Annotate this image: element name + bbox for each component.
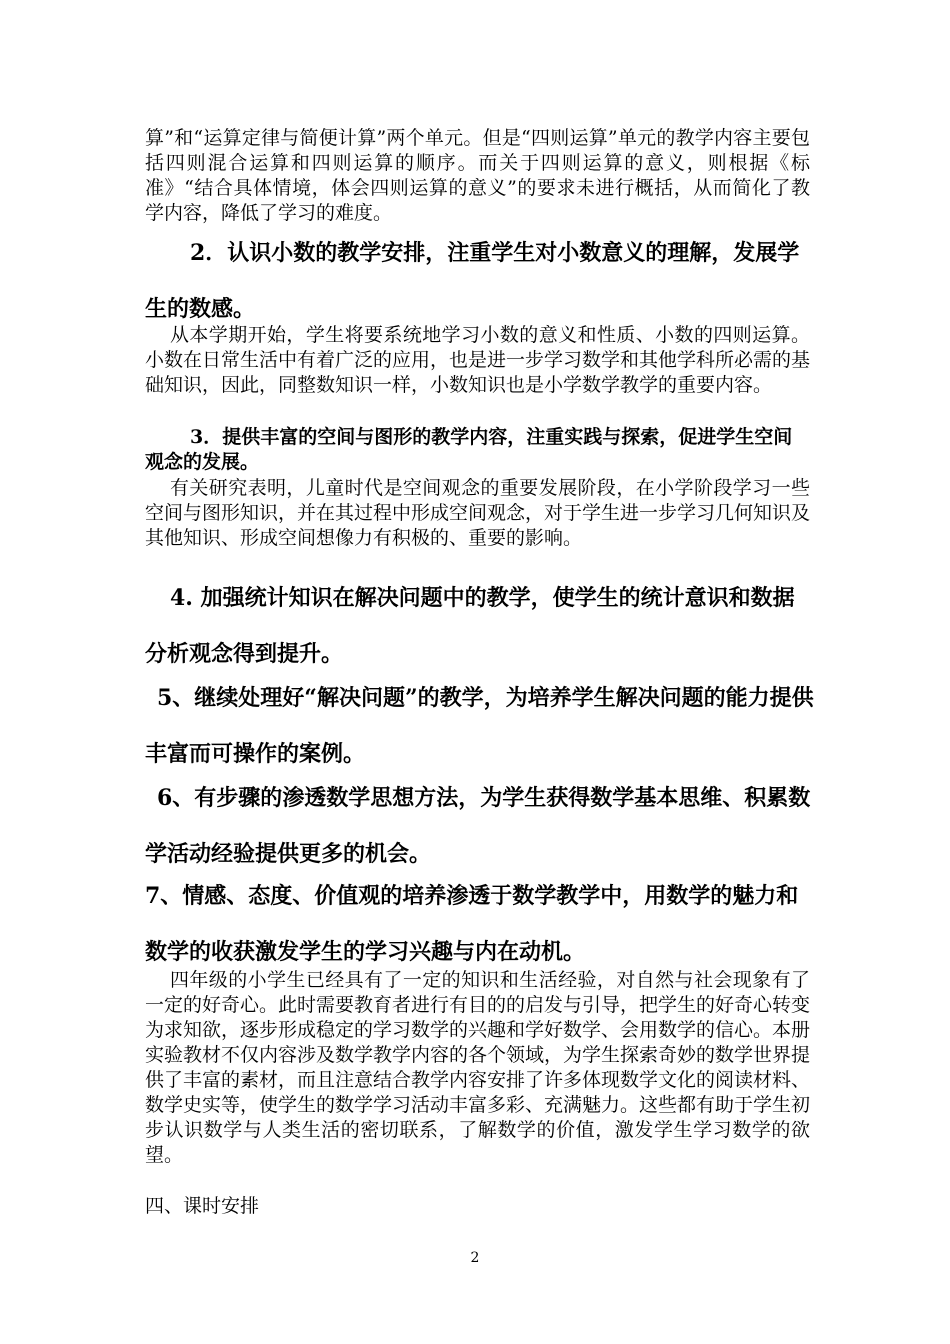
heading-math-thinking: 6、有步骤的渗透数学思想方法，为学生获得数学基本思维、积累数学活动经验提供更多的机会。 xyxy=(145,785,811,867)
paragraph-grade-four: 四年级的小学生已经具有了一定的知识和生活经验，对自然与社会现象有了一定的好奇心。此时需要教育者进行有目的的启发与引导，把学生的好奇心转变为求知欲，逐步形成稳定的学习数学的兴趣和学好数学、会用数学的信心。本册实验教材不仅内容涉及数学教学内容的各个领域，为学生探索奇妙的数学世界提供了丰富的素材，而且注意结合教学内容安排了许多体现数学文化的阅读材料、数学史实等，使学生的数学学习活动丰富多彩、充满魅力。这些都有助于学生初步认识数学与人类生活的密切联系，了解数学的价值，激发学生学习数学的欲望。 xyxy=(145,969,811,1166)
page-number: 2 xyxy=(470,1250,480,1266)
section-heading-schedule: 四、课时安排 xyxy=(145,1195,260,1217)
paragraph-space-geometry: 有关研究表明，儿童时代是空间观念的重要发展阶段，在小学阶段学习一些空间与图形知识，并在其过程中形成空间观念，对于学生进一步学习几何知识及其他知识、形成空间想像力有积极的、重要的影响。 xyxy=(145,477,811,549)
heading-statistics: 4. 加强统计知识在解决问题中的教学，使学生的统计意识和数据分析观念得到提升。 xyxy=(145,585,795,667)
paragraph-decimals: 从本学期开始，学生将要系统地学习小数的意义和性质、小数的四则运算。小数在日常生活中有着广泛的应用，也是进一步学习数学和其他学科所必需的基础知识，因此，同整数知识一样，小数知识也是小学数学教学的重要内容。 xyxy=(145,324,811,396)
heading-space-geometry: 3．提供丰富的空间与图形的教学内容，注重实践与探索，促进学生空间观念的发展。 xyxy=(145,426,793,473)
paragraph-operations: 算”和“运算定律与简便计算”两个单元。但是“四则运算”单元的教学内容主要包括四则混合运算和四则运算的顺序。而关于四则运算的意义，则根据《标准》“结合具体情境，体会四则运算的意义”的要求未进行概括，从而简化了教学内容，降低了学习的难度。 xyxy=(145,127,810,224)
heading-decimals: 2．认识小数的教学安排，注重学生对小数意义的理解，发展学生的数感。 xyxy=(145,240,800,322)
heading-emotions-values: 7、情感、态度、价值观的培养渗透于数学教学中，用数学的魅力和数学的收获激发学生的学习兴趣与内在动机。 xyxy=(145,883,799,965)
heading-problem-solving: 5、继续处理好“解决问题”的教学，为培养学生解决问题的能力提供丰富而可操作的案例。 xyxy=(145,685,814,767)
